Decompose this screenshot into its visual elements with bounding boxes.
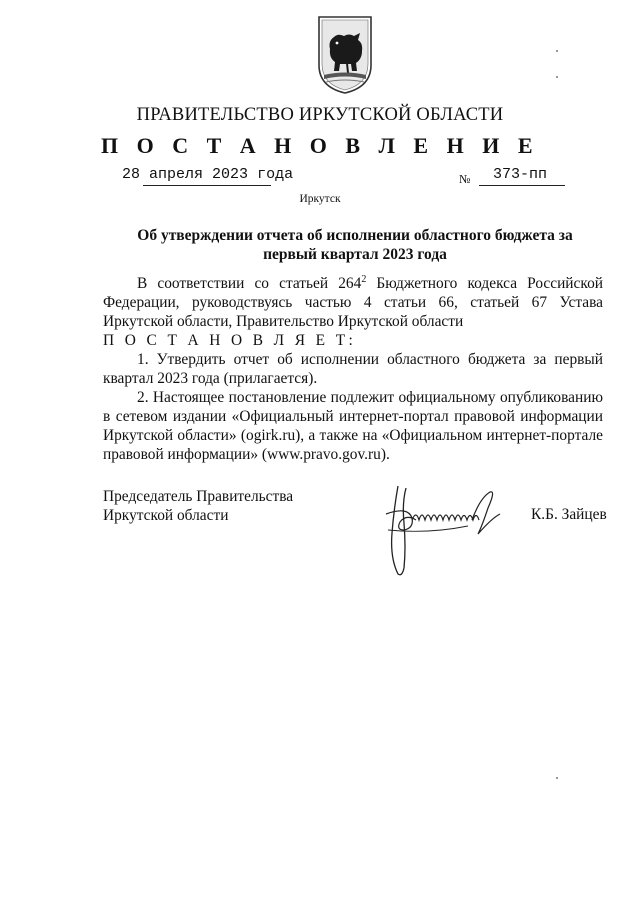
city-name: Иркутск (299, 193, 341, 205)
subject-line-2: первый квартал 2023 года (263, 246, 447, 263)
date-year-word: года (257, 166, 294, 183)
decree-date (122, 166, 293, 183)
item-1-paragraph: 1. Утвердить отчет об исполнении областного бюджета за первый квартал 2023 года (прилагается). (103, 351, 603, 388)
decree-number: 373-пп (479, 166, 565, 186)
item-2-paragraph: 2. Настоящее постановление подлежит официальному опубликованию в сетевом издании «Официальный интернет-портал правовой информации Иркутской области» (ogirk.ru), а также на «Официальном интернет-портале правовой информации» (www.pravo.gov.ru). (103, 389, 603, 464)
position-line-2: Иркутской области (103, 507, 229, 524)
preamble-text-start: В соответствии со статьей 264 (137, 275, 362, 293)
coat-of-arms-icon (316, 13, 374, 95)
scan-dot (556, 50, 558, 52)
preamble-paragraph (103, 270, 603, 331)
handwritten-signature (368, 478, 528, 578)
number-sign: № (459, 172, 471, 186)
date-underline (143, 185, 271, 186)
position-line-1: Председатель Правительства (103, 488, 294, 505)
scan-dot (556, 777, 558, 779)
decree-body (103, 270, 603, 464)
subject-line-1: Об утверждении отчета об исполнении областного бюджета за (137, 227, 573, 244)
signatory-position (103, 487, 293, 525)
resolves-heading: П О С Т А Н О В Л Я Е Т: (103, 332, 357, 350)
date-month-year: апреля 2023 (149, 166, 249, 183)
document-type-title: П О С Т А Н О В Л Е Н И Е (100, 133, 540, 158)
scan-dot (556, 76, 558, 78)
article-superscript: 2 (361, 274, 367, 285)
signatory-name: К.Б. Зайцев (531, 506, 607, 523)
decree-subject (120, 226, 590, 264)
date-day: 28 (122, 166, 141, 183)
preamble-text-end: Бюджетного кодекса Российской Федерации, руководствуясь частью 4 статьи 66, статьей 67 Устава Иркутской области, Правительство Иркутской области (103, 275, 603, 331)
government-name: ПРАВИТЕЛЬСТВО ИРКУТСКОЙ ОБЛАСТИ (136, 105, 504, 125)
